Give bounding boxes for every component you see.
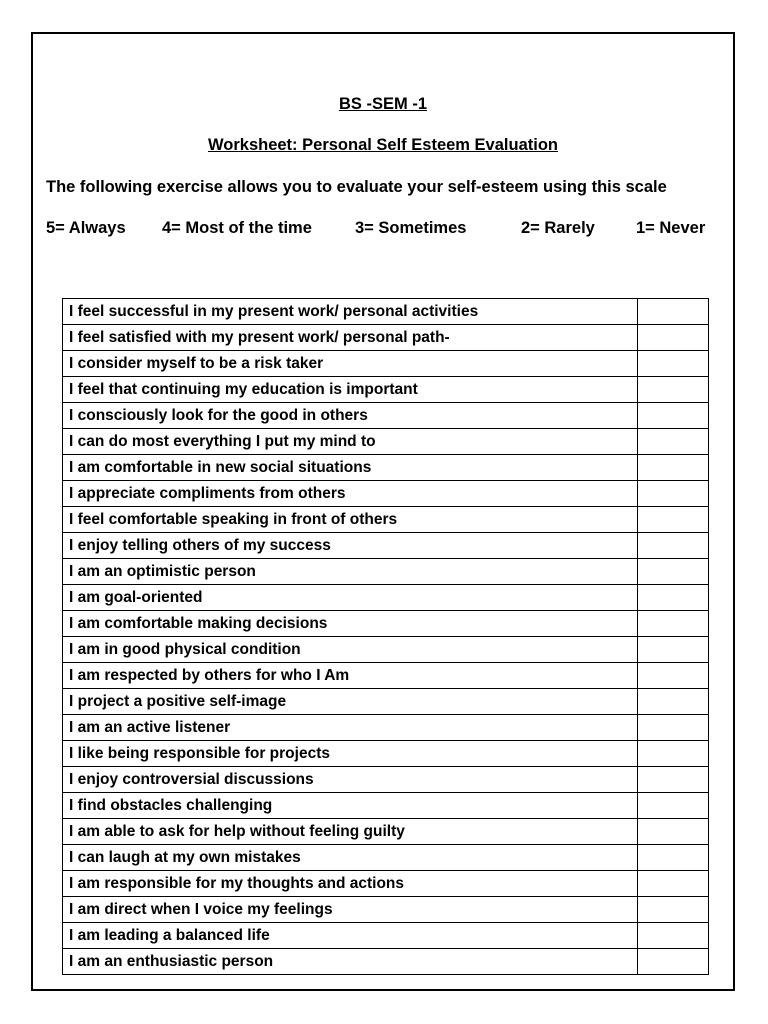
- course-heading: BS -SEM -1: [338, 95, 427, 113]
- statement-text: I am in good physical condition: [63, 637, 638, 663]
- statement-text: I am able to ask for help without feeling guilty: [63, 819, 638, 845]
- rating-cell[interactable]: [638, 377, 709, 403]
- table-row: [63, 559, 709, 585]
- scale-never: 1= Never: [636, 219, 706, 237]
- rating-cell[interactable]: [638, 767, 709, 793]
- statement-text: I feel satisfied with my present work/ personal path-: [63, 325, 638, 351]
- table-row: [63, 741, 709, 767]
- rating-cell[interactable]: [638, 689, 709, 715]
- intro-text: The following exercise allows you to evaluate your self-esteem using this scale: [46, 178, 667, 196]
- table-row: [63, 299, 709, 325]
- scale-always: 5= Always: [46, 219, 126, 237]
- statement-text: I enjoy controversial discussions: [63, 767, 638, 793]
- statement-text: I find obstacles challenging: [63, 793, 638, 819]
- worksheet-title: Worksheet: Personal Self Esteem Evaluation: [208, 136, 558, 154]
- table-row: [63, 871, 709, 897]
- rating-cell[interactable]: [638, 923, 709, 949]
- table-row: [63, 793, 709, 819]
- rating-cell[interactable]: [638, 429, 709, 455]
- rating-cell[interactable]: [638, 351, 709, 377]
- rating-cell[interactable]: [638, 481, 709, 507]
- table-row: [63, 481, 709, 507]
- table-row: [63, 429, 709, 455]
- table-row: [63, 455, 709, 481]
- scale-sometimes: 3= Sometimes: [355, 219, 467, 237]
- statement-text: I project a positive self-image: [63, 689, 638, 715]
- table-row: [63, 715, 709, 741]
- rating-cell[interactable]: [638, 949, 709, 975]
- rating-cell[interactable]: [638, 325, 709, 351]
- table-row: [63, 819, 709, 845]
- table-row: [63, 533, 709, 559]
- statement-text: I consciously look for the good in others: [63, 403, 638, 429]
- rating-cell[interactable]: [638, 819, 709, 845]
- rating-cell[interactable]: [638, 403, 709, 429]
- statement-text: I am goal-oriented: [63, 585, 638, 611]
- statement-text: I feel comfortable speaking in front of others: [63, 507, 638, 533]
- table-row: [63, 611, 709, 637]
- table-row: [63, 507, 709, 533]
- table-row: [63, 767, 709, 793]
- statement-text: I appreciate compliments from others: [63, 481, 638, 507]
- table-row: [63, 845, 709, 871]
- rating-cell[interactable]: [638, 611, 709, 637]
- table-row: [63, 949, 709, 975]
- table-row: [63, 923, 709, 949]
- table-row: [63, 637, 709, 663]
- statement-text: I am direct when I voice my feelings: [63, 897, 638, 923]
- rating-cell[interactable]: [638, 793, 709, 819]
- rating-cell[interactable]: [638, 533, 709, 559]
- rating-cell[interactable]: [638, 585, 709, 611]
- statement-text: I feel successful in my present work/ personal activities: [63, 299, 638, 325]
- statement-text: I am comfortable making decisions: [63, 611, 638, 637]
- statement-text: I am an enthusiastic person: [63, 949, 638, 975]
- rating-cell[interactable]: [638, 637, 709, 663]
- table-row: [63, 663, 709, 689]
- table-row: [63, 325, 709, 351]
- statement-text: I feel that continuing my education is important: [63, 377, 638, 403]
- table-row: [63, 377, 709, 403]
- rating-cell[interactable]: [638, 897, 709, 923]
- statement-text: I am an active listener: [63, 715, 638, 741]
- statement-text: I am an optimistic person: [63, 559, 638, 585]
- rating-cell[interactable]: [638, 299, 709, 325]
- table-row: [63, 689, 709, 715]
- table-row: [63, 403, 709, 429]
- self-esteem-table: [62, 298, 709, 975]
- scale-most-of-the-time: 4= Most of the time: [162, 219, 312, 237]
- rating-cell[interactable]: [638, 871, 709, 897]
- statement-text: I enjoy telling others of my success: [63, 533, 638, 559]
- rating-cell[interactable]: [638, 455, 709, 481]
- scale-rarely: 2= Rarely: [521, 219, 595, 237]
- rating-cell[interactable]: [638, 507, 709, 533]
- rating-scale: [46, 218, 726, 238]
- statement-text: I am respected by others for who I Am: [63, 663, 638, 689]
- rating-cell[interactable]: [638, 559, 709, 585]
- rating-cell[interactable]: [638, 663, 709, 689]
- rating-cell[interactable]: [638, 845, 709, 871]
- rating-cell[interactable]: [638, 715, 709, 741]
- table-row: [63, 897, 709, 923]
- statement-text: I can laugh at my own mistakes: [63, 845, 638, 871]
- statement-text: I am leading a balanced life: [63, 923, 638, 949]
- statement-text: I consider myself to be a risk taker: [63, 351, 638, 377]
- statement-text: I am responsible for my thoughts and actions: [63, 871, 638, 897]
- statement-text: I like being responsible for projects: [63, 741, 638, 767]
- worksheet-frame: [31, 32, 735, 991]
- table-row: [63, 351, 709, 377]
- statement-text: I can do most everything I put my mind to: [63, 429, 638, 455]
- statement-text: I am comfortable in new social situations: [63, 455, 638, 481]
- table-row: [63, 585, 709, 611]
- rating-cell[interactable]: [638, 741, 709, 767]
- statement-list: [63, 299, 709, 975]
